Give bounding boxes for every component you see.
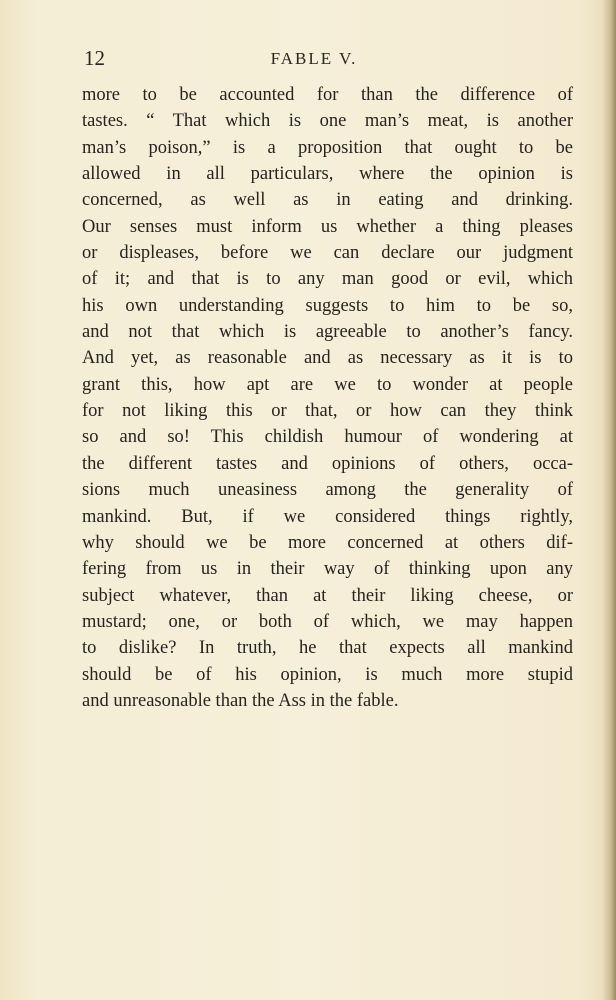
text-line: mankind. But, if we considered things rightly,	[82, 506, 573, 527]
text-line: grant this, how apt are we to wonder at people	[82, 374, 573, 395]
page-edge-shadow	[602, 0, 616, 1000]
running-head: FABLE V.	[270, 49, 358, 68]
text-line: should be of his opinion, is much more stupid	[82, 664, 573, 685]
text-line: man’s poison,” is a proposition that ought to be	[82, 137, 573, 158]
text-line: tastes. “ That which is one man’s meat, is another	[82, 111, 573, 132]
text-line: sions much uneasiness among the generality of	[82, 480, 573, 501]
text-line: And yet, as reasonable and as necessary as it is to	[82, 348, 573, 369]
text-line: his own understanding suggests to him to be so,	[82, 295, 573, 316]
text-line: fering from us in their way of thinking upon any	[82, 559, 573, 580]
text-line: why should we be more concerned at others dif-	[82, 532, 573, 553]
text-line: more to be accounted for than the difference of	[82, 85, 573, 105]
body-text	[82, 82, 573, 714]
text-line: Our senses must inform us whether a thing pleases	[82, 216, 573, 237]
text-line: the different tastes and opinions of others, occa-	[82, 453, 573, 474]
text-line: concerned, as well as in eating and drinking.	[82, 190, 573, 211]
text-line: subject whatever, than at their liking cheese, or	[82, 585, 573, 606]
page-number: 12	[84, 46, 105, 70]
text-line: or displeases, before we can declare our judgment	[82, 243, 573, 264]
text-line: and not that which is agreeable to another’s fancy.	[82, 322, 573, 343]
text-line: for not liking this or that, or how can they think	[82, 401, 573, 422]
text-line: of it; and that is to any man good or evil, which	[82, 269, 573, 290]
text-line: to dislike? In truth, he that expects all mankind	[82, 638, 573, 659]
text-line: and unreasonable than the Ass in the fable.	[82, 690, 399, 711]
text-line: so and so! This childish humour of wondering at	[82, 427, 573, 448]
text-line: mustard; one, or both of which, we may happen	[82, 611, 573, 632]
text-line: allowed in all particulars, where the opinion is	[82, 164, 573, 185]
